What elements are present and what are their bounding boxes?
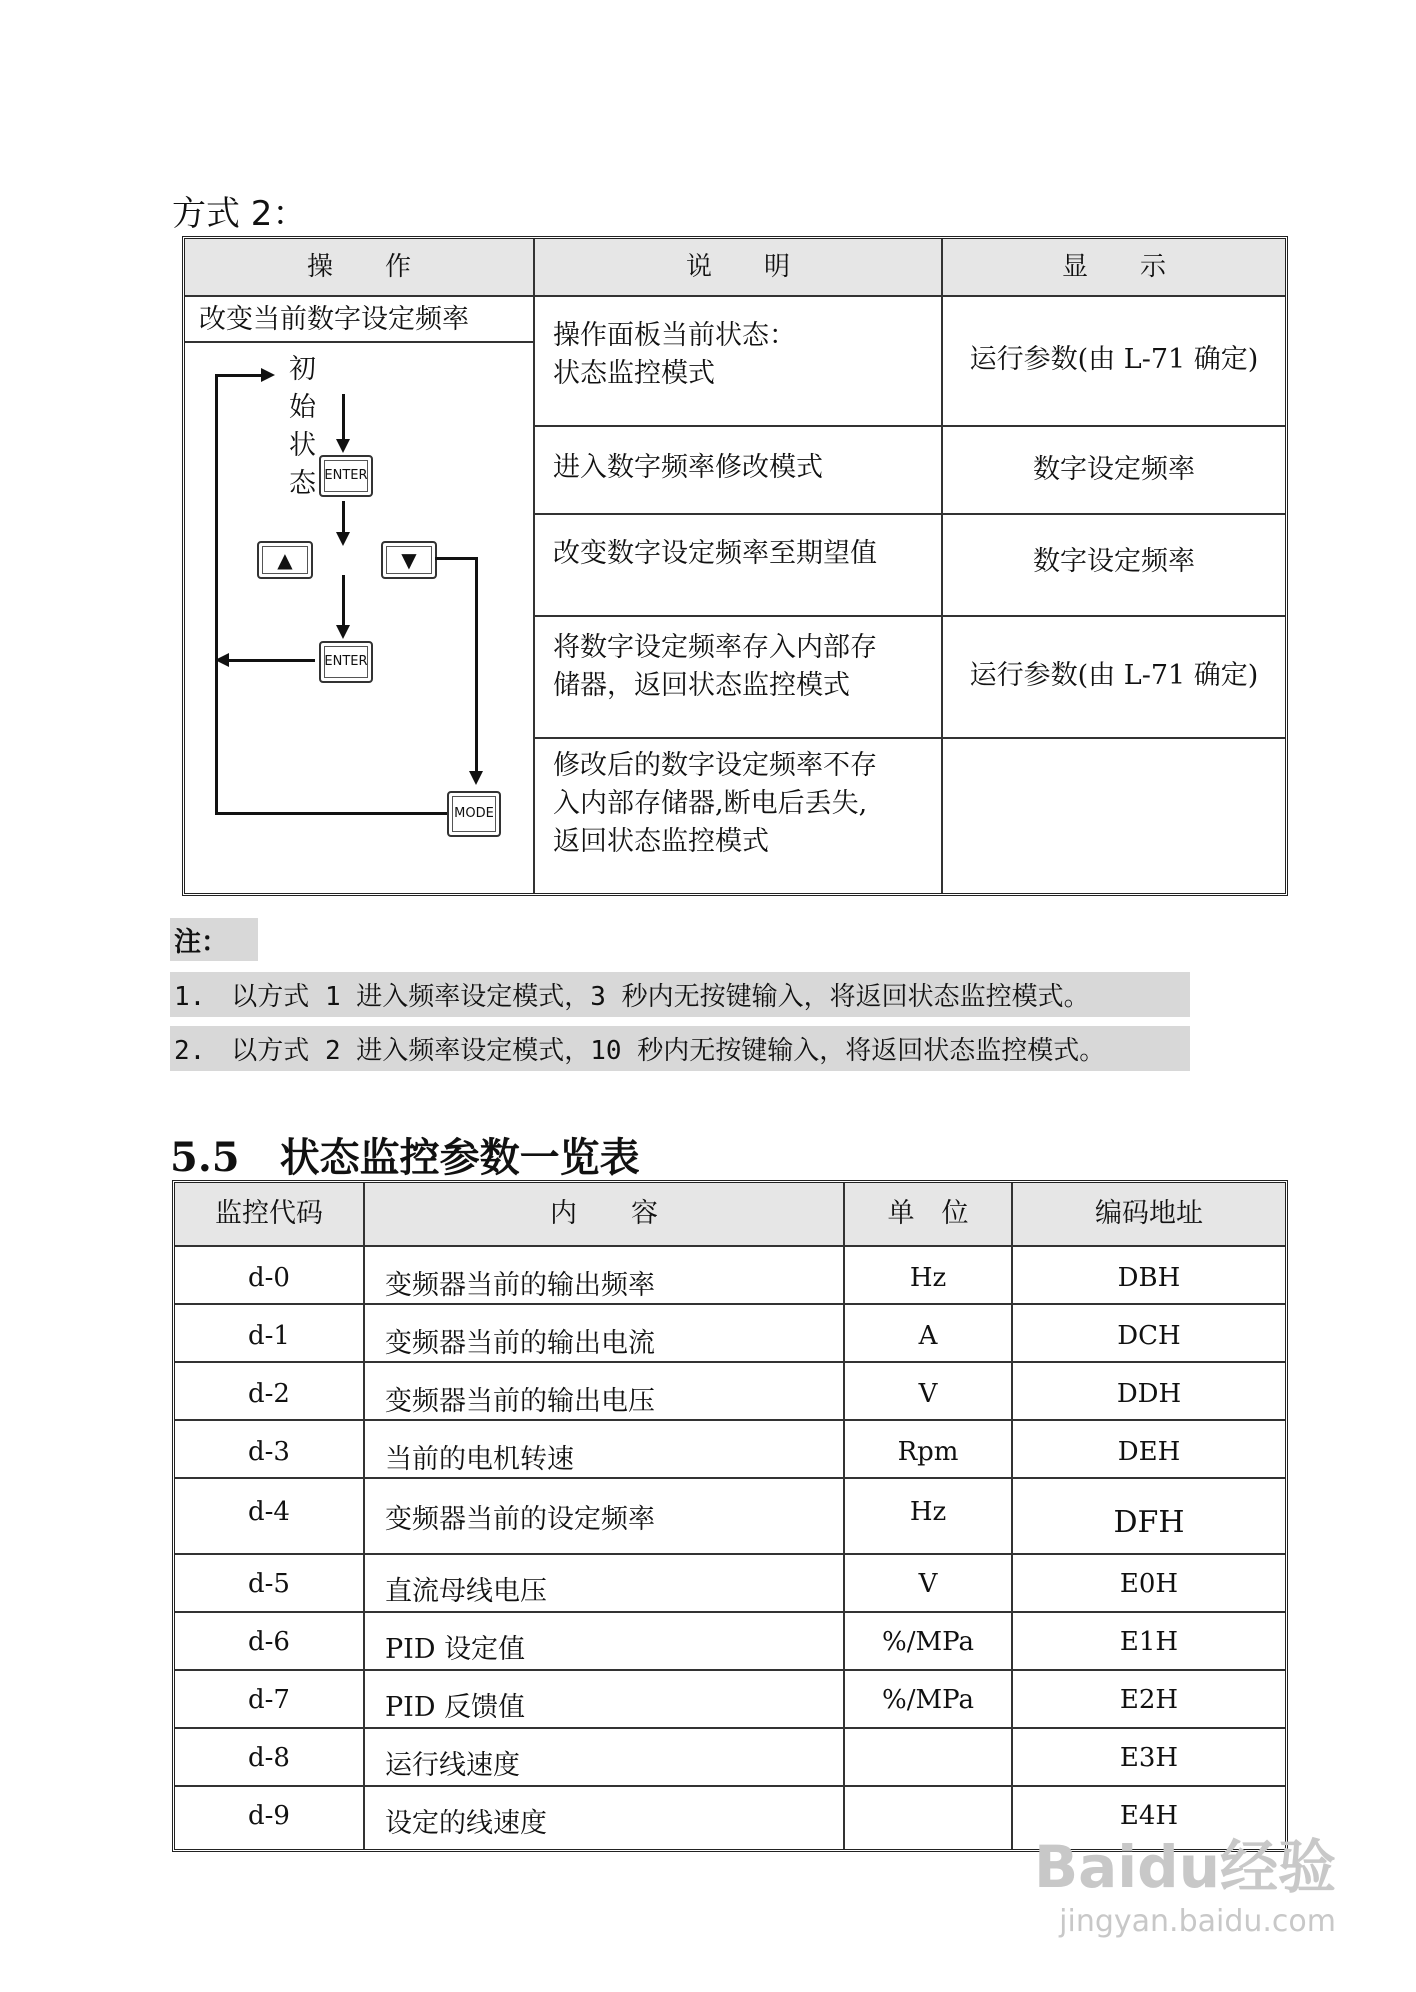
row2-display: 数字设定频率 [1033, 454, 1195, 485]
row3-display: 数字设定频率 [1033, 546, 1195, 577]
note-item-2: 2. 以方式 2 进入频率设定模式，10 秒内无按键输入，将返回状态监控模式。 [170, 1026, 1190, 1071]
section-title: 5.5 状态监控参数一览表 [170, 1134, 640, 1181]
row4-display: 运行参数(由 L-71 确定) [969, 660, 1259, 691]
header-unit: 单 位 [845, 1183, 1011, 1245]
header-description: 说 明 [535, 239, 941, 295]
row1-desc: 操作面板当前状态： 状态监控模式 [553, 320, 796, 389]
row4-desc: 将数字设定频率存入内部存 储器，返回状态监控模式 [553, 632, 877, 701]
up-key[interactable]: ▲ [257, 541, 313, 579]
down-key[interactable]: ▼ [381, 541, 437, 579]
row5-desc: 修改后的数字设定频率不存 入内部存储器,断电后丢失, 返回状态监控模式 [553, 750, 877, 857]
operation-title: 改变当前数字设定频率 [199, 304, 469, 335]
enter-key[interactable]: ENTER [319, 455, 373, 497]
mode-key[interactable]: MODE [447, 791, 501, 837]
baidu-watermark [1034, 1820, 1336, 1939]
header-display: 显 示 [943, 239, 1285, 295]
row3-desc: 改变数字设定频率至期望值 [553, 538, 877, 569]
monitor-parameter-table: 监控代码 内 容 单 位 编码地址 d-0 变频器当前的输出频率 Hz DBH d-1 变频器当前的输出电流 A DCH d-2 变频器当前的输出电压 V DDH d-3 当前的电机转速 Rpm DEH d-4 变频器当前的设定频率 Hz DFH d-5 直流母线电压 V E0H d-6 PID 设定值 %/MPa E1H d-7 PID 反馈值 %/MPa E2H d-8 运行线速度 E3H d-9 设定的线速度 E4H [172, 1180, 1288, 1852]
start-state-label: 初始状态 [289, 354, 316, 499]
operation-table [182, 236, 1288, 896]
note-title: 注： [170, 918, 258, 961]
header-code: 监控代码 [175, 1183, 363, 1245]
header-address: 编码地址 [1013, 1183, 1285, 1245]
note-item-1: 1. 以方式 1 进入频率设定模式，3 秒内无按键输入，将返回状态监控模式。 [170, 972, 1190, 1017]
row2-desc: 进入数字频率修改模式 [553, 452, 823, 483]
enter-key-confirm[interactable]: ENTER [319, 641, 373, 683]
header-content: 内 容 [365, 1183, 843, 1245]
method-heading: 方式 2： [172, 194, 307, 234]
header-operation: 操 作 [185, 239, 533, 295]
watermark-url: jingyan.baidu.com [1059, 1904, 1336, 1939]
row1-display: 运行参数(由 L-71 确定) [969, 344, 1259, 375]
watermark-brand: Baidu经验 [1033, 1833, 1336, 1901]
